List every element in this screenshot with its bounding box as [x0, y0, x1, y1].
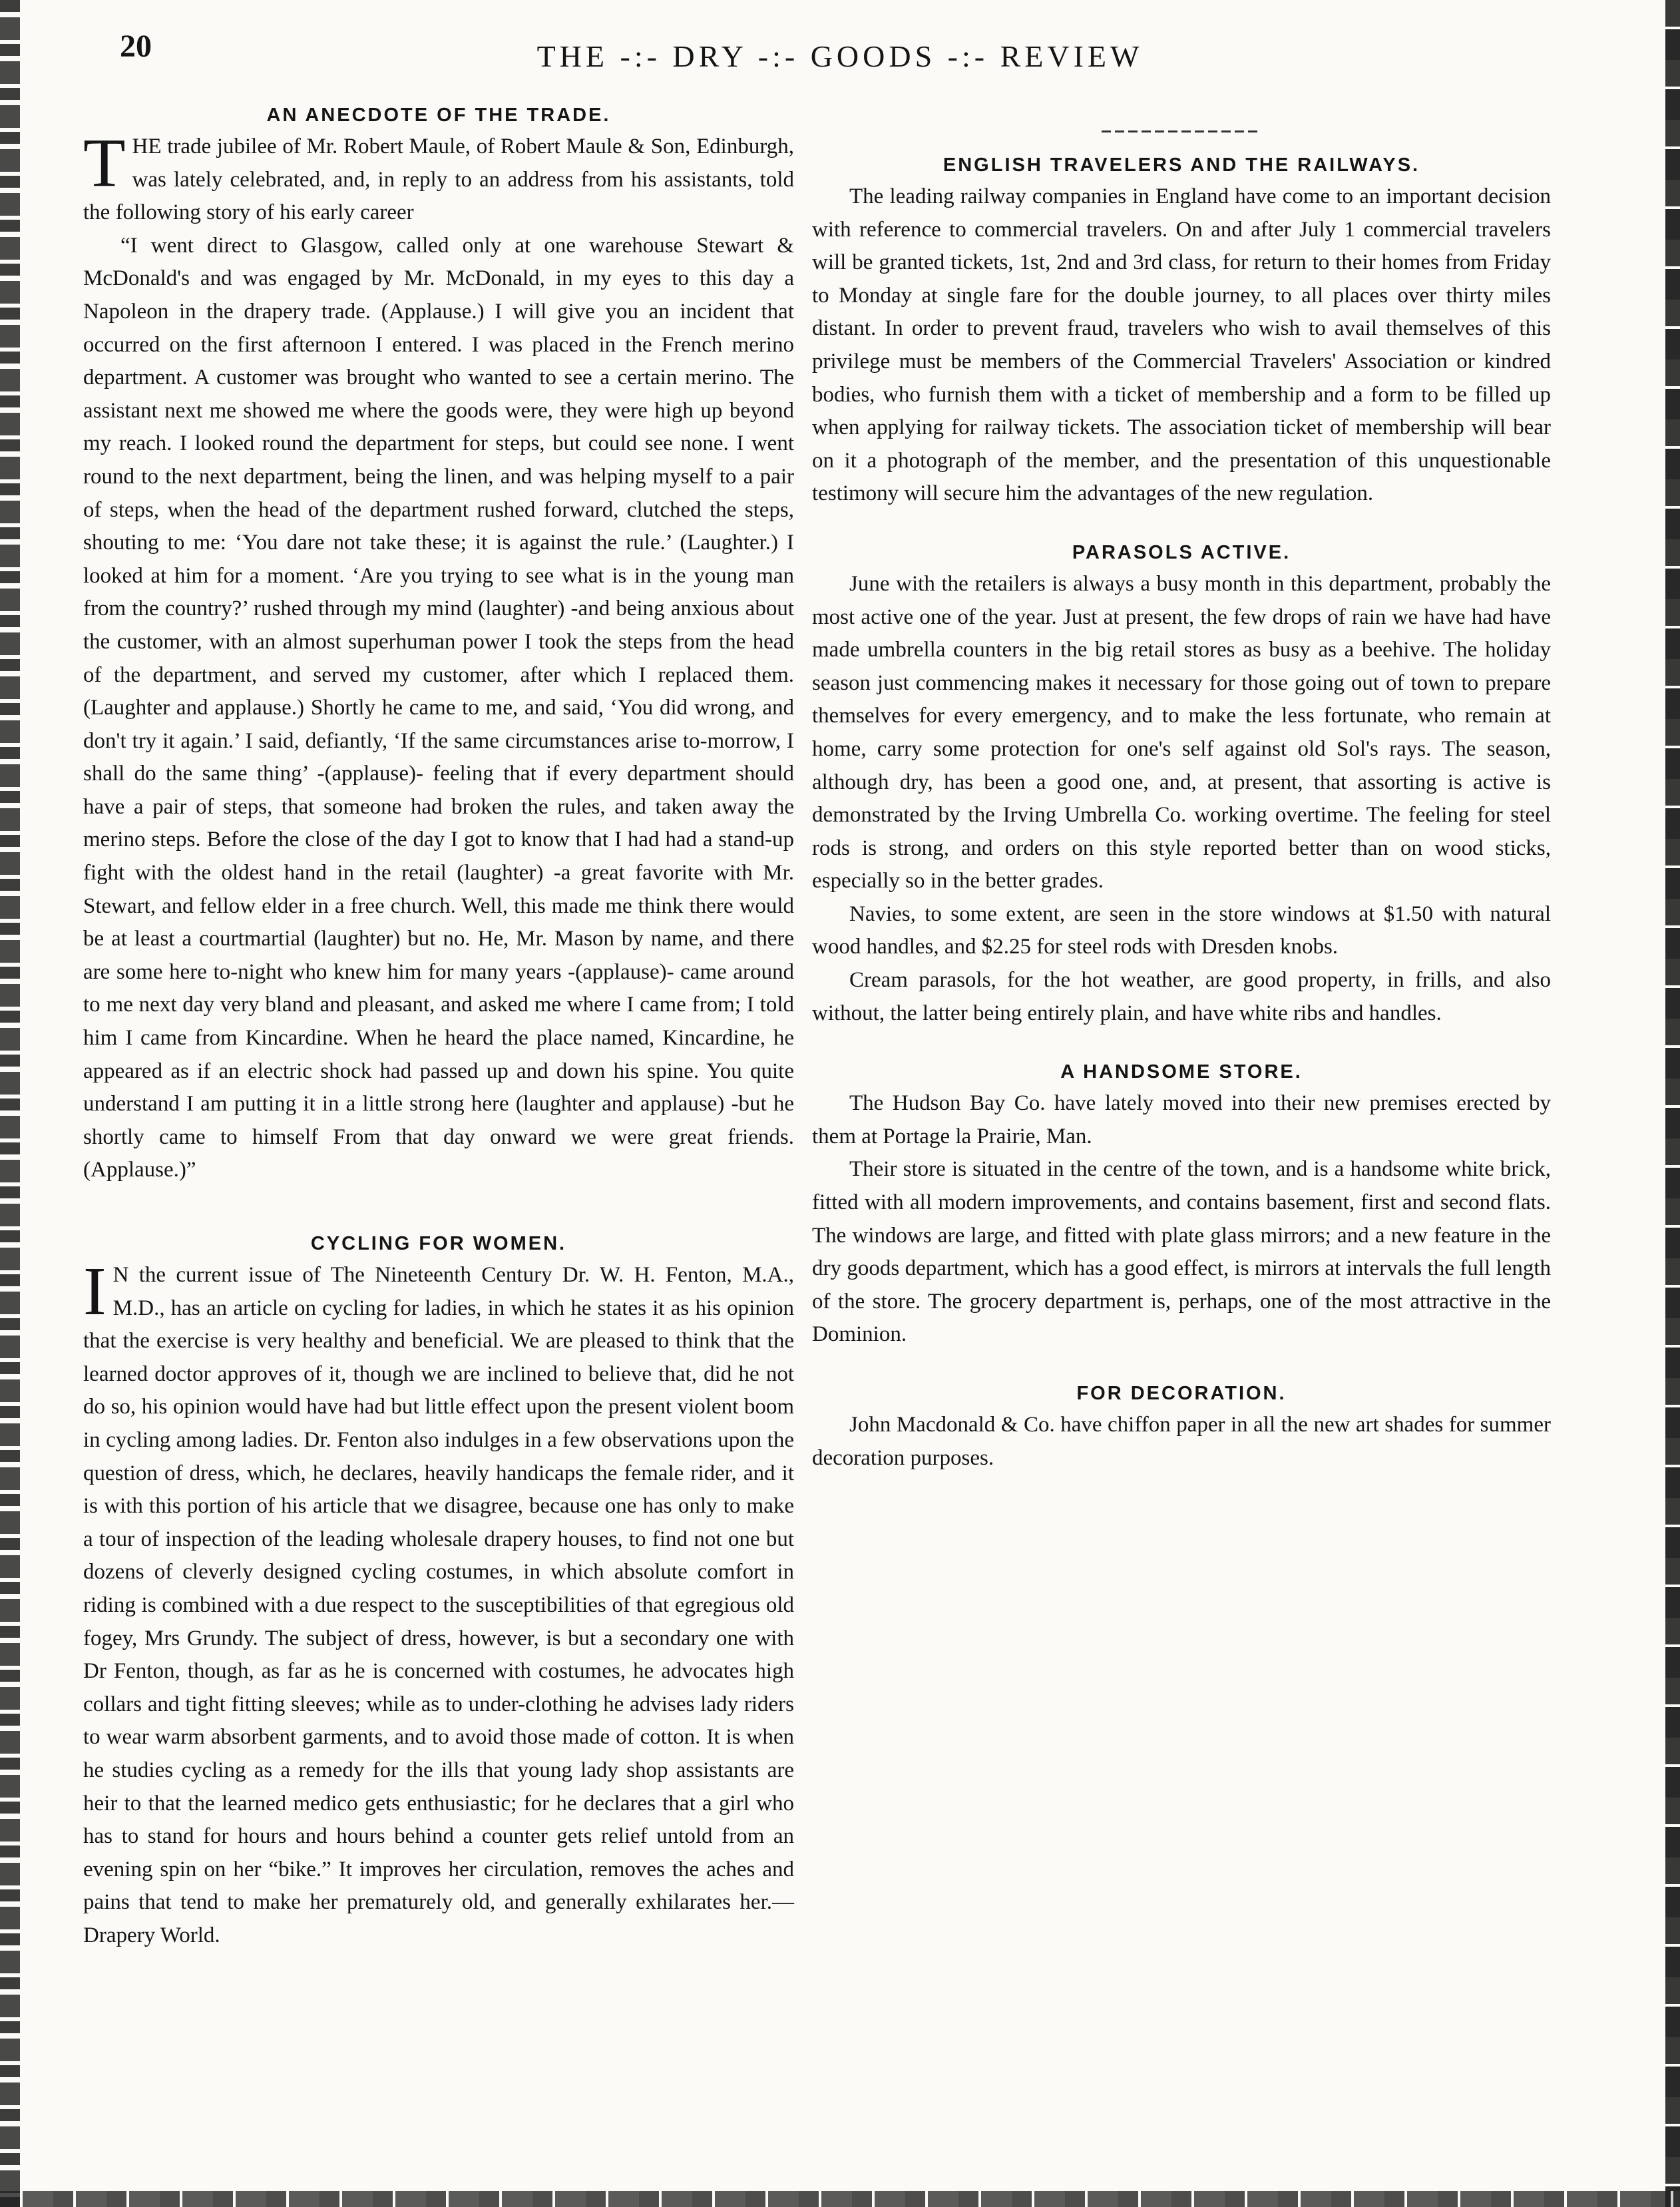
travelers-paragraph-1: The leading railway companies in England have come to an important decision with reference to commercial travelers. On and after July 1 commercial travelers will be granted tickets, 1st, 2nd and 3rd class, for return to their homes from Friday to Monday at single fare for the double journey, to all places over thirty miles distant. In order to prevent fraud, travelers who wish to avail themselves of this privilege must be members of the Commercial Travelers' Association or kindred bodies, who furnish them with a ticket of membership and a form to be filled up when applying for railway tickets. The association ticket of membership will bear on it a photograph of the member, and the presentation of this unquestionable testimony will secure him the advantages of the new regulation. — [812, 184, 1551, 506]
right-column — [812, 112, 1551, 1475]
article-spacer — [812, 1030, 1551, 1057]
anecdote-paragraph-2: “I went direct to Glasgow, called only at one warehouse Stewart & McDonald's and was engaged by Mr. McDonald, in my eyes to this day a Napoleon in the drapery trade. (Applause.) I will give you an incident that occurred on the first afternoon I entered. I was placed in the French merino department. A customer was brought who wanted to see a certain merino. The assistant next me showed me where the goods were, they were high up beyond my reach. I looked round the department for steps, but could see none. I went round to the next department, being the linen, and was helping myself to a pair of steps, when the head of the department rushed forward, clutched the steps, shouting to me: ‘You dare not take these; it is against the rule.’ (Laughter.) I looked at him for a moment. ‘Are you trying to see what is in the young man from the country?’ rushed through my mind (laughter) -and being anxious about the customer, with an almost superhuman power I took the steps from the head of the department, and served my customer, after which I replaced them. (Laughter and applause.) Shortly he came to me, and said, ‘You did wrong, and don't try it again.’ I said, defiantly, ‘If the same circumstances arise to-morrow, I shall do the same thing’ -(applause)- feeling that if every department should have a pair of steps, that someone had broken the rules, and taken away the merino steps. Before the close of the day I got to know that I had had a stand-up fight with the oldest hand in the retail (laughter) -a great favorite with Mr. Stewart, and fellow elder in a free church. Well, this made me think there would be at least a courtmartial (laughter) but no. He, Mr. Mason by name, and there are some here to-night who knew him for many years -(applause)- came around to me next day very bland and pleasant, and asked me where I came from; I told him I came from Kincardine. When he heard the place named, Kincardine, he appeared as if an electric shock had passed up and down his spine. You quite understand I am putting it in a little strong here (laughter and applause) -but he shortly came to himself From that day onward we were great friends. (Applause.)” — [83, 233, 794, 1182]
scan-edge-left — [0, 0, 20, 2207]
scan-edge-right — [1665, 0, 1680, 2207]
headline-decoration: FOR DECORATION. — [1076, 1383, 1287, 1404]
parasols-paragraph-2: Navies, to some extent, are seen in the store windows at $1.50 with natural wood handles, and $2.25 for steel rods with Dresden knobs. — [812, 901, 1551, 959]
article-spacer — [812, 1351, 1551, 1378]
headline-parasols: PARASOLS ACTIVE. — [1072, 541, 1291, 563]
cycling-paragraph-1: IN the current issue of The Nineteenth Century Dr. W. H. Fenton, M.A., M.D., has an article on cycling for ladies, in which he states it as his opinion that the exercise is very healthy and beneficial. We are pleased to think that the learned doctor approves of it, though we are inclined to believe that, did he not do so, his opinion would have had but little effect upon the present violent boom in cycling among ladies. Dr. Fenton also indulges in a few observations upon the question of dress, which, he declares, heavily handicaps the female rider, and it is with this portion of his article that we disagree, because one has only to make a tour of inspection of the leading wholesale drapery houses, to find not one but dozens of cleverly designed cycling costumes, in which absolute comfort in riding is combined with a due respect to the susceptibilities of that egregious old fogey, Mrs Grundy. The subject of dress, however, is but a secondary one with Dr Fenton, though, as far as he is concerned with costumes, he advocates high collars and tight fitting sleeves; while as to under-clothing he advises lady riders to wear warm absorbent garments, and to avoid those made of cotton. It is when he studies cycling as a remedy for the ills that young lady shop assistants are heir to that the learned medico gets enthusiastic; for he declares that a girl who has to stand for hours and hours behind a counter gets relief untold from an evening spin on her “bike.” It improves her circulation, removes the aches and pains that tend to make her prematurely old, and generally exhilarates her.—Drapery World. — [83, 1253, 794, 1947]
parasols-paragraph-3: Cream parasols, for the hot weather, are good property, in frills, and also without, the latter being entirely plain, and have white ribs and handles. — [812, 968, 1551, 1025]
parasols-paragraph-1: June with the retailers is always a busy month in this department, probably the most active one of the year. Just at present, the few drops of rain we have had have made umbrella counters in the big retail stores as busy as a beehive. The holiday season just commencing makes it necessary for those going out of town to prepare themselves for every emergency, and to make the less fortunate, who remain at home, carry some protection for one's self against old Sol's rays. The season, although dry, has been a good one, and, at present, that assorting is active is demonstrated by the Irving Umbrella Co. working overtime. The feeling for steel rods is strong, and orders on this style reported better than on wood sticks, especially so in the better grades. — [812, 571, 1551, 893]
headline-anecdote: AN ANECDOTE OF THE TRADE. — [266, 105, 611, 126]
store-paragraph-1: The Hudson Bay Co. have lately moved into their new premises erected by them at Portage la Prairie, Man. — [812, 1091, 1551, 1148]
section-divider — [1102, 130, 1261, 132]
left-column — [83, 100, 794, 1952]
store-paragraph-2: Their store is situated in the centre of the town, and is a handsome white brick, fitted with all modern improvements, and contains basement, first and second flats. The windows are large, and fitted with plate glass mirrors; and a new feature in the dry goods department, which has a good effect, is mirrors at intervals the full length of the store. The grocery department is, perhaps, one of the most attractive in the Dominion. — [812, 1157, 1551, 1347]
running-head: THE -:- DRY -:- GOODS -:- REVIEW — [536, 39, 1144, 73]
headline-cycling: CYCLING FOR WOMEN. — [310, 1233, 567, 1254]
decoration-paragraph-1: John Macdonald & Co. have chiffon paper in all the new art shades for summer decoration purposes. — [812, 1413, 1551, 1470]
anecdote-paragraph-1: THE trade jubilee of Mr. Robert Maule, of Robert Maule & Son, Edinburgh, was lately celebrated, and, in reply to an address from his assistants, told the following story of his early career — [83, 124, 794, 225]
article-spacer — [83, 1187, 794, 1228]
page-number: 20 — [120, 29, 152, 64]
scan-edge-bottom — [0, 2191, 1680, 2207]
article-spacer — [812, 511, 1551, 537]
headline-store: A HANDSOME STORE. — [1060, 1061, 1303, 1083]
headline-travelers: ENGLISH TRAVELERS AND THE RAILWAYS. — [943, 154, 1420, 176]
